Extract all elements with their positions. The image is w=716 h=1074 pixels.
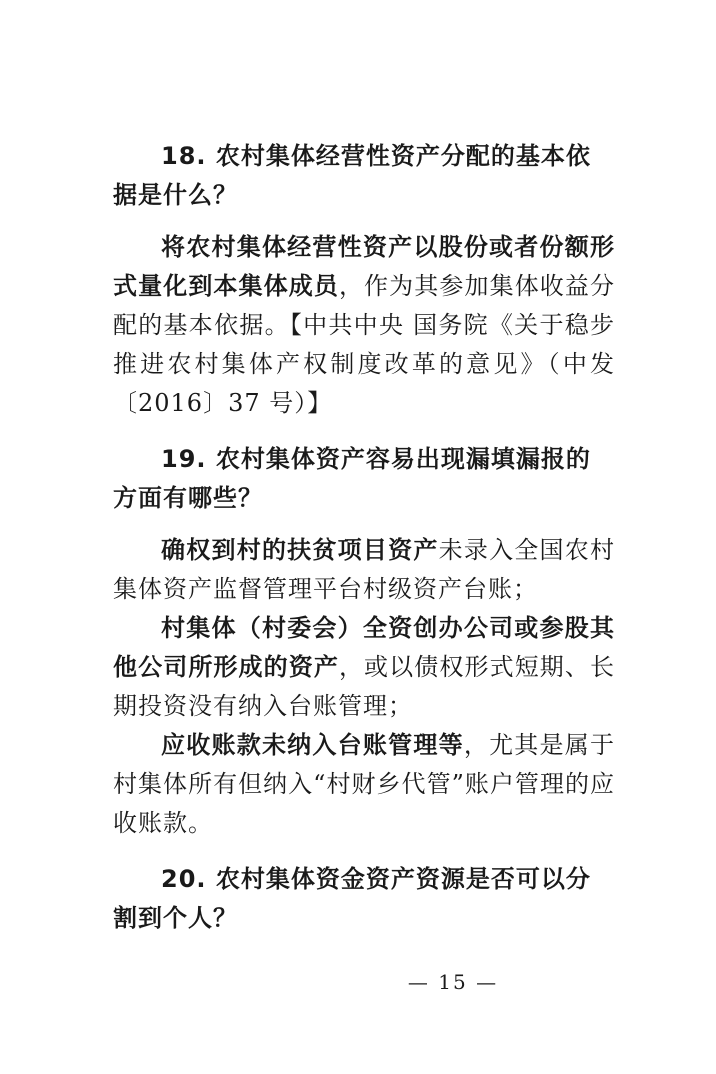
answer-19-item-1-emphasis: 确权到村的扶贫项目资产: [161, 536, 439, 564]
answer-19-item-3-text: ，尤其是属于村集体所有但纳入“村财乡代管”账户管理的应收账款。: [113, 731, 616, 837]
answer-18: [113, 228, 615, 423]
question-20: 20. 农村集体资金资产资源是否可以分割到个人？: [113, 865, 591, 932]
question-19: 19. 农村集体资产容易出现漏填漏报的方面有哪些？: [113, 445, 591, 512]
answer-19-item-1-text: 未录入全国农村集体资产监督管理平台村级资产台账；: [113, 536, 616, 603]
answer-18-emphasis: 将农村集体经营性资产以股份或者份额形式量化到本集体成员: [113, 233, 615, 300]
question-18: 18. 农村集体经营性资产分配的基本依据是什么？: [113, 142, 591, 209]
page-content: [113, 137, 615, 938]
answer-19-item-2: [113, 609, 615, 726]
answer-19-item-2-emphasis: 村集体（村委会）全资创办公司或参股其他公司所形成的资产: [113, 614, 615, 681]
answer-18-text: ，作为其参加集体收益分配的基本依据。【中共中央 国务院《关于稳步推进农村集体产权制度改革的意见》（中发〔2016〕37 号）】: [113, 272, 616, 417]
answer-19-item-3: [113, 726, 615, 843]
answer-19-item-1: [113, 531, 615, 609]
page-number: — 15 —: [407, 970, 499, 994]
answer-19-item-3-emphasis: 应收账款未纳入台账管理等: [161, 731, 464, 759]
answer-19-item-2-text: ，或以债权形式短期、长期投资没有纳入台账管理；: [113, 653, 616, 720]
